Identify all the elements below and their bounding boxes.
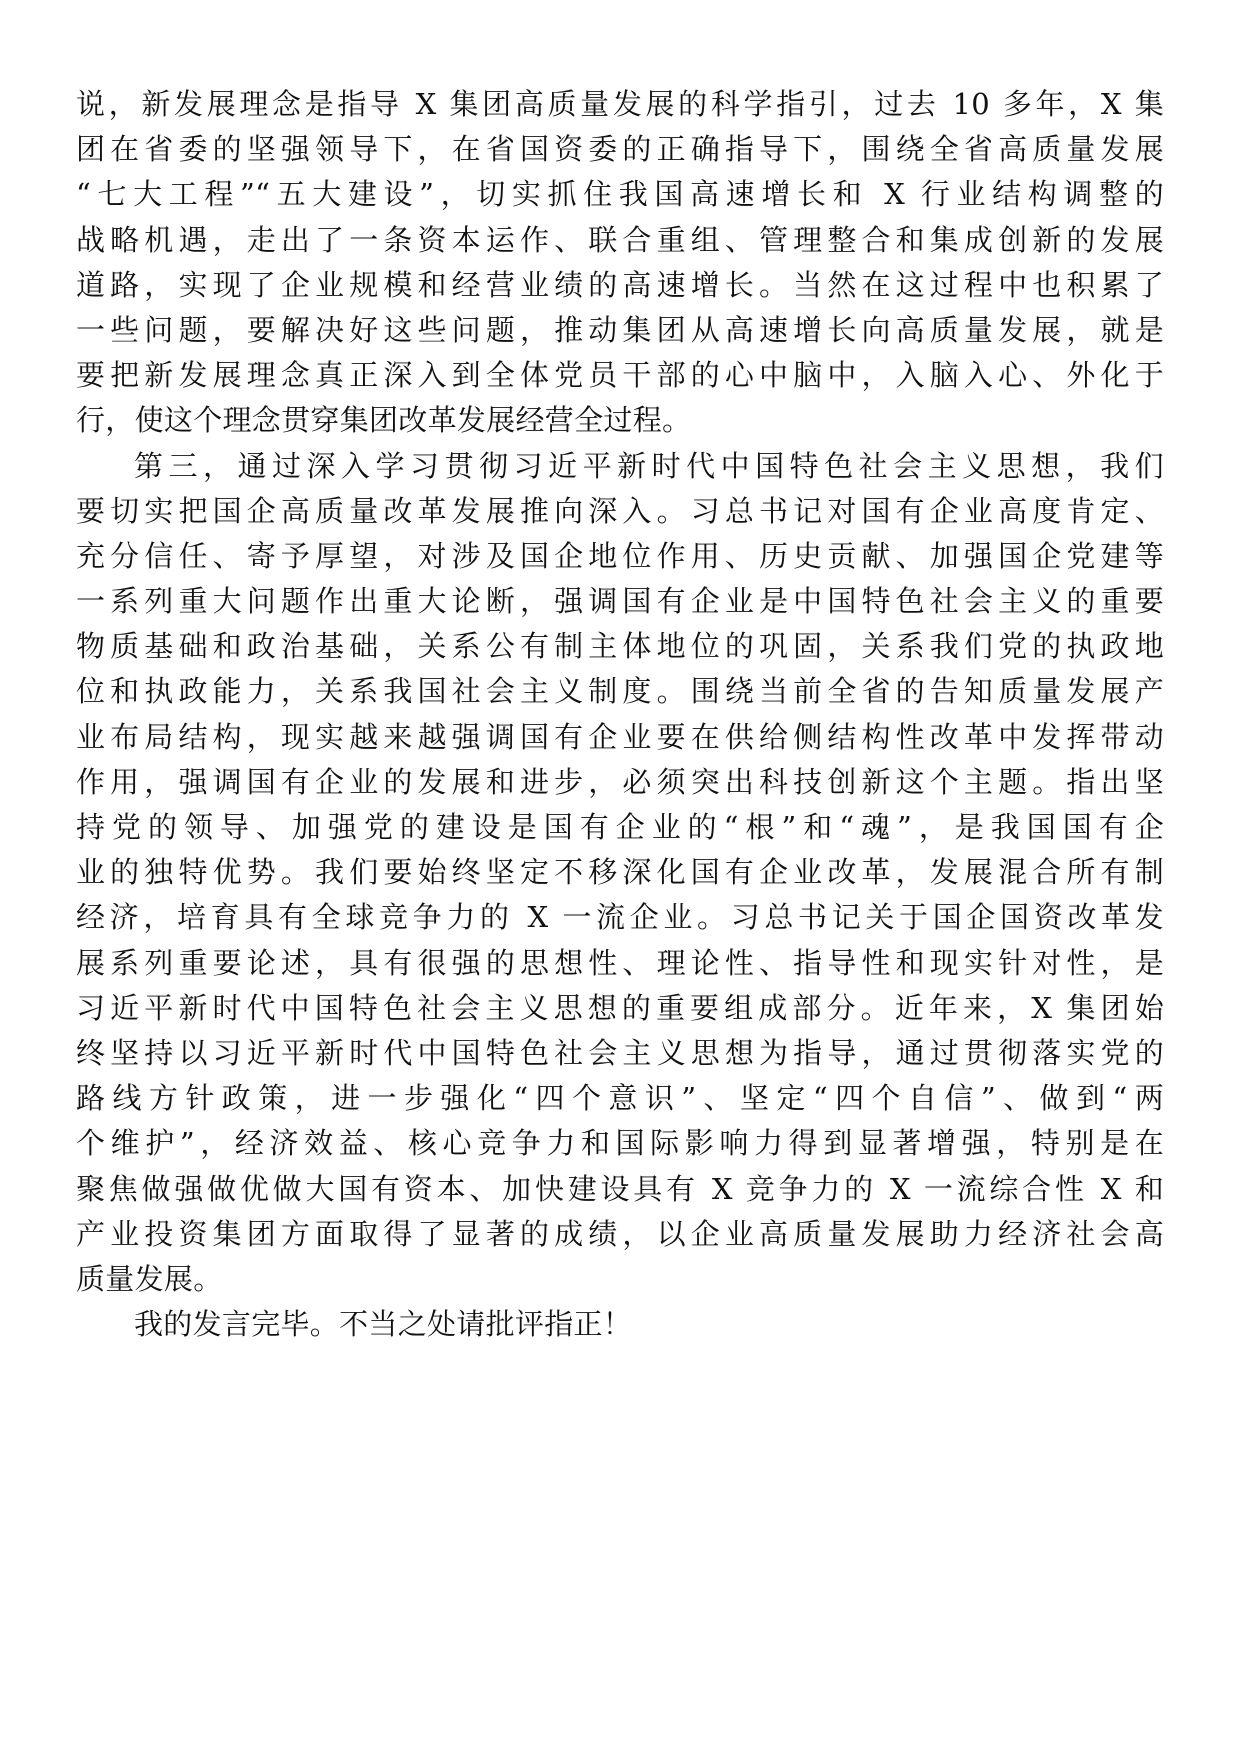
paragraph-line: 终坚持以习近平新时代中国特色社会主义思想为指导，通过贯彻落实党的 [76, 1035, 1164, 1070]
paragraph-line: 产业投资集团方面取得了显著的成绩，以企业高质量发展助力经济社会高 [76, 1216, 1164, 1251]
paragraph-line: 一些问题，要解决好这些问题，推动集团从高速增长向高质量发展，就是 [76, 312, 1164, 347]
paragraph-line: 要切实把国企高质量改革发展推向深入。习总书记对国有企业高度肯定、 [76, 493, 1164, 528]
paragraph-line: 一系列重大问题作出重大论断，强调国有企业是中国特色社会主义的重要 [76, 584, 1164, 619]
paragraph-line: 习近平新时代中国特色社会主义思想的重要组成部分。近年来，X 集团始 [76, 990, 1164, 1025]
paragraph-line: 质量发展。 [76, 1261, 223, 1296]
paragraph-line: 聚焦做强做优做大国有资本、加快建设具有 X 竞争力的 X 一流综合性 X 和 [76, 1171, 1164, 1206]
document-body [76, 82, 1164, 1347]
paragraph-line: 个维护”，经济效益、核心竞争力和国际影响力得到显著增强，特别是在 [76, 1126, 1164, 1161]
closing-line: 我的发言完毕。不当之处请批评指正！ [134, 1307, 633, 1342]
paragraph-line: 要把新发展理念真正深入到全体党员干部的心中脑中，入脑入心、外化于 [76, 358, 1164, 393]
paragraph-line: 行，使这个理念贯穿集团改革发展经营全过程。 [76, 403, 692, 438]
paragraph-line: 展系列重要论述，具有很强的思想性、理论性、指导性和现实针对性，是 [76, 945, 1164, 980]
paragraph-line: 位和执政能力，关系我国社会主义制度。围绕当前全省的告知质量发展产 [76, 674, 1164, 709]
paragraph-line: 作用，强调国有企业的发展和进步，必须突出科技创新这个主题。指出坚 [76, 764, 1164, 799]
paragraph-line: 充分信任、寄予厚望，对涉及国企地位作用、历史贡献、加强国企党建等 [76, 538, 1164, 573]
paragraph-line: “七大工程”“五大建设”，切实抓住我国高速增长和 X 行业结构调整的 [76, 177, 1164, 212]
paragraph-line: 道路，实现了企业规模和经营业绩的高速增长。当然在这过程中也积累了 [76, 267, 1164, 302]
paragraph-line: 说，新发展理念是指导 X 集团高质量发展的科学指引，过去 10 多年，X 集 [76, 87, 1164, 121]
paragraph-line: 路线方针政策，进一步强化“四个意识”、坚定“四个自信”、做到“两 [76, 1081, 1164, 1116]
paragraph-line: 第三，通过深入学习贯彻习近平新时代中国特色社会主义思想，我们 [134, 448, 1164, 483]
paragraph-line: 持党的领导、加强党的建设是国有企业的“根”和“魂”，是我国国有企 [76, 810, 1164, 844]
paragraph-line: 物质基础和政治基础，关系公有制主体地位的巩固，关系我们党的执政地 [76, 629, 1164, 664]
paragraph-line: 业的独特优势。我们要始终坚定不移深化国有企业改革，发展混合所有制 [76, 855, 1164, 890]
paragraph-line: 业布局结构，现实越来越强调国有企业要在供给侧结构性改革中发挥带动 [76, 719, 1164, 754]
paragraph-line: 团在省委的坚强领导下，在省国资委的正确指导下，围绕全省高质量发展 [76, 132, 1164, 167]
paragraph-line: 战略机遇，走出了一条资本运作、联合重组、管理整合和集成创新的发展 [76, 222, 1164, 257]
paragraph-line: 经济，培育具有全球竞争力的 X 一流企业。习总书记关于国企国资改革发 [76, 900, 1164, 935]
